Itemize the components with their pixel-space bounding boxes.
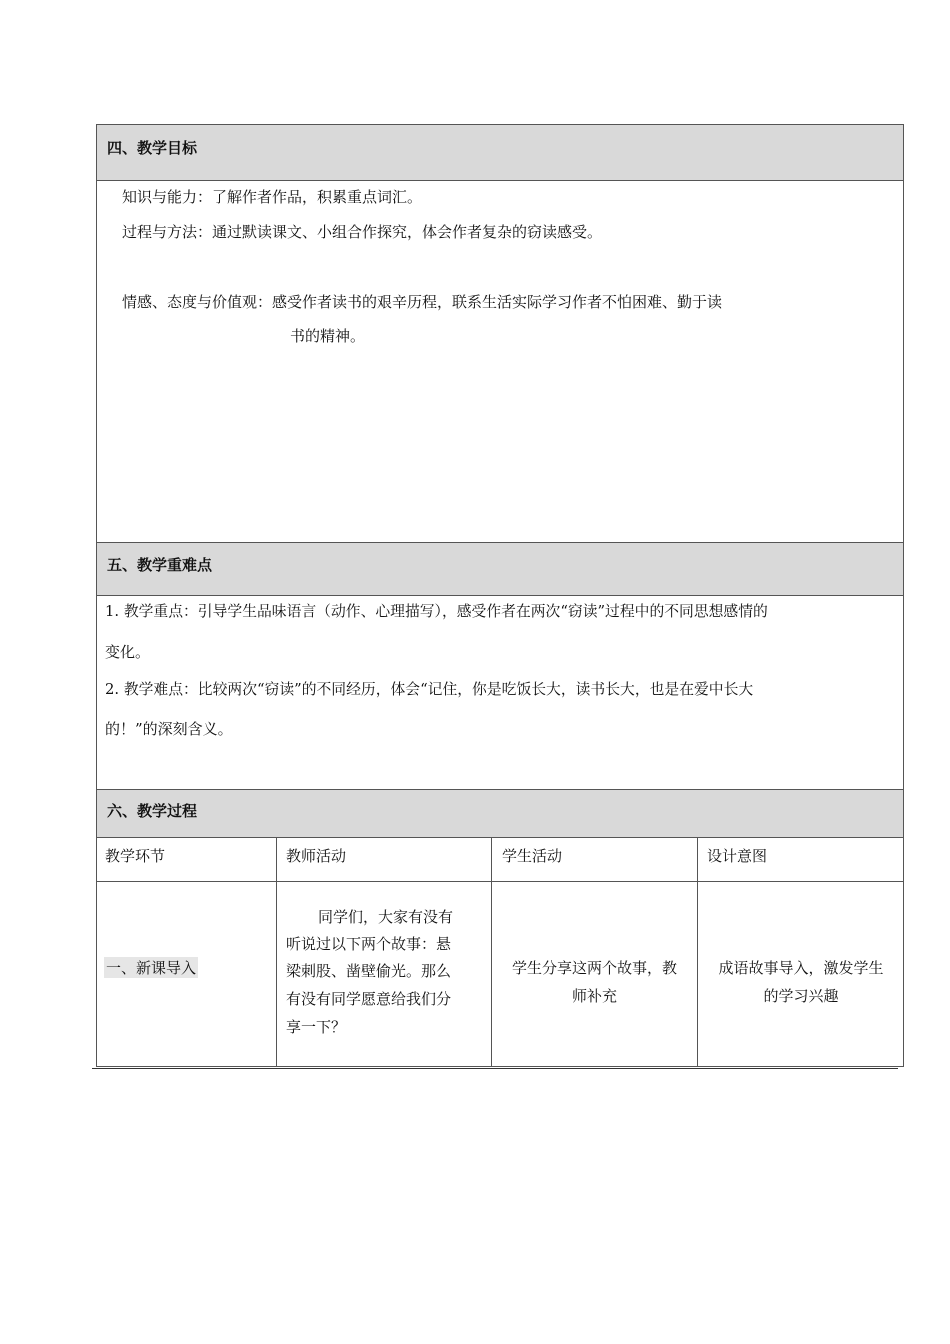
table-row-divider	[96, 881, 904, 882]
col-divider-3	[697, 837, 698, 1067]
intent-line-1: 成语故事导入，激发学生	[718, 959, 884, 977]
teacher-line-1: 同学们，大家有没有	[318, 908, 454, 926]
teacher-line-3: 梁刺股、凿壁偷光。那么	[286, 962, 452, 980]
teacher-line-4: 有没有同学愿意给我们分	[286, 990, 452, 1008]
key-points-line-2: 变化。	[105, 643, 151, 661]
col-header-student: 学生活动	[502, 847, 563, 865]
key-points-header	[96, 542, 904, 596]
goals-line-4: 书的精神。	[290, 327, 366, 345]
goals-title: 四、教学目标	[107, 139, 198, 157]
key-points-line-4: 的！”的深刻含义。	[105, 720, 233, 738]
student-line-2: 师补充	[571, 987, 617, 1005]
teacher-line-2: 听说过以下两个故事：悬	[286, 935, 452, 953]
goals-line-1: 知识与能力：了解作者作品，积累重点词汇。	[122, 188, 423, 206]
bottom-rule	[92, 1068, 898, 1069]
goals-line-3: 情感、态度与价值观：感受作者读书的艰辛历程，联系生活实际学习作者不怕困难、勤于读	[122, 293, 723, 311]
process-header	[96, 789, 904, 838]
student-line-1: 学生分享这两个故事，教	[511, 959, 677, 977]
goals-header	[96, 124, 904, 181]
col-header-intent: 设计意图	[707, 847, 768, 865]
key-points-line-1: 1. 教学重点：引导学生品味语言（动作、心理描写），感受作者在两次“窃读”过程中的不同思想感情的	[105, 603, 768, 620]
teacher-line-5: 享一下？	[286, 1018, 347, 1036]
col-header-teacher: 教师活动	[286, 847, 347, 865]
key-points-title: 五、教学重难点	[107, 556, 213, 574]
stage-label: 一、新课导入	[106, 959, 197, 977]
col-divider-2	[491, 837, 492, 1067]
process-table	[96, 837, 904, 1067]
intent-line-2: 的学习兴趣	[763, 987, 839, 1005]
key-points-line-3: 2. 教学难点：比较两次“窃读”的不同经历，体会“记住，你是吃饭长大，读书长大，也是在爱中长大	[105, 681, 754, 698]
goals-line-2: 过程与方法：通过默读课文、小组合作探究，体会作者复杂的窃读感受。	[122, 223, 603, 241]
col-header-stage: 教学环节	[105, 847, 166, 865]
col-divider-1	[276, 837, 277, 1067]
process-title: 六、教学过程	[107, 802, 198, 820]
